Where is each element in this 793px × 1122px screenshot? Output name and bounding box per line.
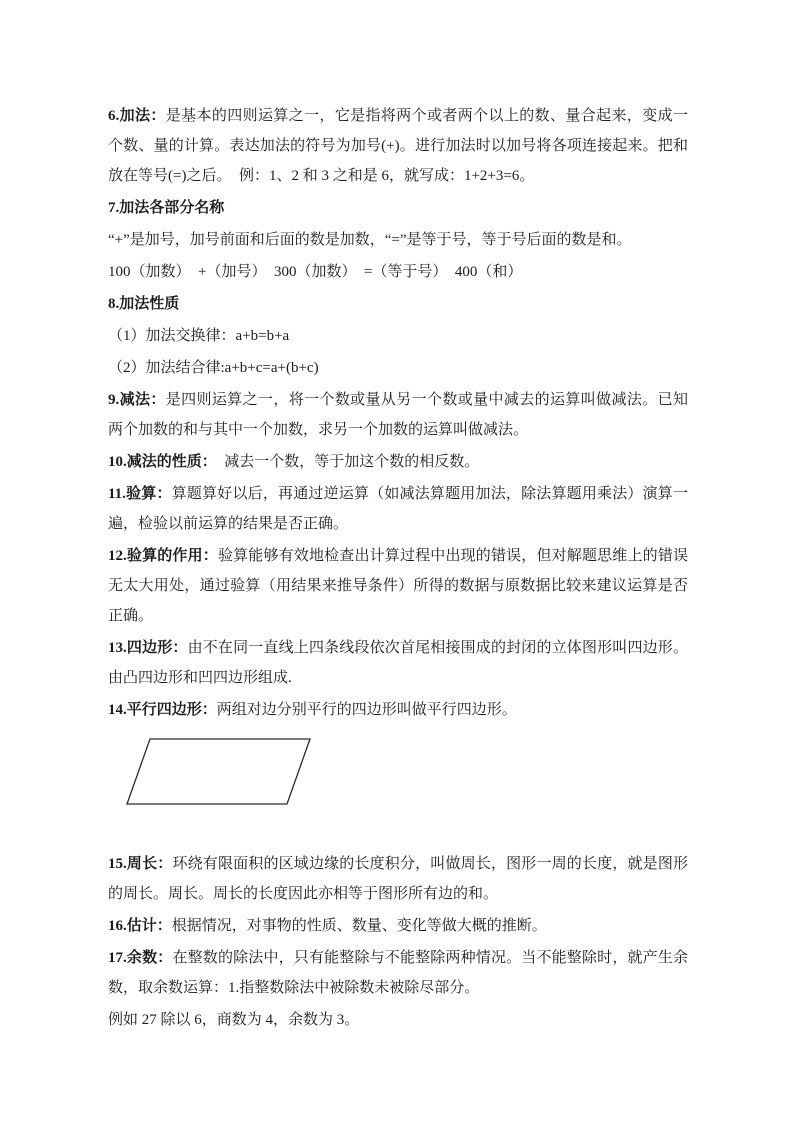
term-checking-text: 算题算好以后，再通过逆运算（如减法算题用加法，除法算题用乘法）演算一遍，检验以前运算的结果是否正确。 xyxy=(108,486,688,532)
addition-example-text: 100（加数） +（加号） 300（加数） =（等于号） 400（和） xyxy=(108,264,523,280)
para-addition-example xyxy=(108,257,688,287)
term-addition-text: 是基本的四则运算之一，它是指将两个或者两个以上的数、量合起来，变成一个数、量的计算。表达加法的符号为加号(+)。进行加法时以加号将各项连接起来。把和放在等号(=)之后。 例：1、2 和 3 之和是 6，就写成：1+2+3=6。 xyxy=(108,108,688,184)
para-12-checking-purpose xyxy=(108,541,688,631)
para-associative-law xyxy=(108,353,688,383)
para-15-perimeter xyxy=(108,849,688,909)
heading-addition-properties: 8.加法性质 xyxy=(108,296,180,312)
term-estimation-label: 16.估计： xyxy=(108,918,172,934)
para-9-subtraction xyxy=(108,385,688,445)
para-plus-sign-explanation xyxy=(108,225,688,255)
commutative-law-text: （1）加法交换律：a+b=b+a xyxy=(108,328,290,344)
para-commutative-law xyxy=(108,321,688,351)
term-subtraction-property-label: 10.减法的性质： xyxy=(108,454,210,470)
term-addition-label: 6.加法： xyxy=(108,108,166,124)
term-remainder-text: 在整数的除法中，只有能整除与不能整除两种情况。当不能整除时，就产生余数，取余数运算：1.指整数除法中被除数未被除尽部分。 xyxy=(108,950,688,996)
term-quadrilateral-label: 13.四边形： xyxy=(108,640,188,656)
term-subtraction-text: 是四则运算之一，将一个数或量从另一个数或量中减去的运算叫做减法。已知两个加数的和与其中一个加数，求另一个加数的运算叫做减法。 xyxy=(108,392,688,438)
term-subtraction-label: 9.减法： xyxy=(108,392,166,408)
term-checking-purpose-text: 验算能够有效地检查出计算过程中出现的错误，但对解题思维上的错误无太大用处，通过验算（用结果来推导条件）所得的数据与原数据比较来建议运算是否正确。 xyxy=(108,548,688,624)
term-remainder-label: 17.余数： xyxy=(108,950,173,966)
term-parallelogram-text: 两组对边分别平行的四边形叫做平行四边形。 xyxy=(216,702,517,718)
para-11-checking xyxy=(108,479,688,539)
para-13-quadrilateral xyxy=(108,633,688,693)
term-subtraction-property-text: 减去一个数，等于加这个数的相反数。 xyxy=(209,454,480,470)
para-14-parallelogram xyxy=(108,695,688,725)
term-parallelogram-label: 14.平行四边形： xyxy=(108,702,217,718)
para-remainder-example xyxy=(108,1005,688,1035)
parallelogram-shape xyxy=(125,737,315,807)
para-8-addition-properties-heading xyxy=(108,289,688,319)
parallelogram-figure xyxy=(125,737,688,807)
para-17-remainder xyxy=(108,943,688,1003)
term-estimation-text: 根据情况，对事物的性质、数量、变化等做大概的推断。 xyxy=(171,918,547,934)
associative-law-text: （2）加法结合律:a+b+c=a+(b+c) xyxy=(108,360,319,376)
term-checking-label: 11.验算： xyxy=(108,486,172,502)
heading-addition-parts: 7.加法各部分名称 xyxy=(108,200,225,216)
term-perimeter-text: 环绕有限面积的区域边缘的长度积分，叫做周长，图形一周的长度，就是图形的周长。周长。周长的长度因此亦相等于图形所有边的和。 xyxy=(108,856,688,902)
term-perimeter-label: 15.周长： xyxy=(108,856,173,872)
remainder-example-text: 例如 27 除以 6，商数为 4，余数为 3。 xyxy=(108,1012,360,1028)
term-checking-purpose-label: 12.验算的作用： xyxy=(108,548,218,564)
para-10-subtraction-property xyxy=(108,447,688,477)
plus-sign-explanation-text: “+”是加号，加号前面和后面的数是加数，“=”是等于号，等于号后面的数是和。 xyxy=(108,232,632,248)
term-quadrilateral-text: 由不在同一直线上四条线段依次首尾相接围成的封闭的立体图形叫四边形。由凸四边形和凹四边形组成. xyxy=(108,640,688,686)
para-6-addition xyxy=(108,101,688,191)
para-16-estimation xyxy=(108,911,688,941)
para-7-addition-parts-heading xyxy=(108,193,688,223)
